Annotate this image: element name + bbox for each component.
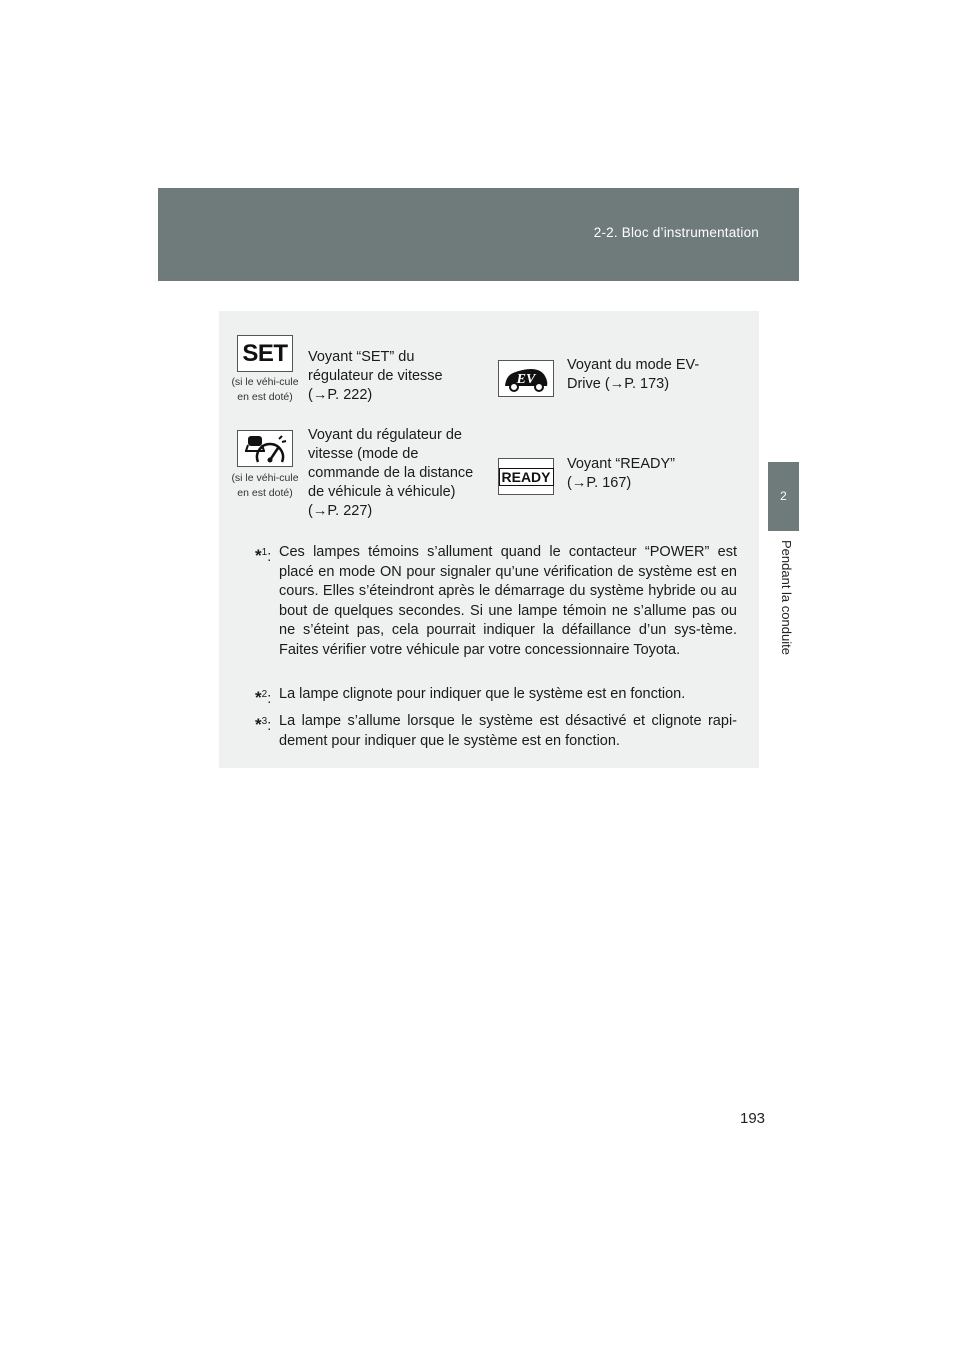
chapter-label: Pendant la conduite bbox=[779, 540, 794, 655]
ready-indicator-icon: READY bbox=[498, 458, 554, 495]
footnote-2: *$^2$: La lampe clignote pour indiquer que le système est en fonction. bbox=[255, 686, 686, 707]
set-indicator-note: (si le véhi-cule en est doté) bbox=[231, 376, 299, 403]
radar-cruise-description: Voyant du régulateur de vitesse (mode de commande de la distance de véhicule à véhicule) (→P. 227) bbox=[308, 427, 474, 519]
footnote-1: *$^1$: Ces lampes témoins s’allument quand le contacteur “POWER” est placé en mode ON pour signaler qu’une vérification de système est en cours. Elles s’éteindront après le démarrage du système hybride ou au bout de quelques secondes. Si une lampe témoin ne s’allume pas ou ne s’éteint pas, cela pourrait indiquer la défaillance d’un sys-tème. Faites vérifier votre véhicule par votre concessionnaire Toyota. bbox=[255, 544, 737, 658]
set-indicator-icon: SET bbox=[237, 335, 293, 372]
set-indicator-description: Voyant “SET” du régulateur de vitesse (→P. 222) bbox=[308, 349, 443, 403]
section-title: 2-2. Bloc d’instrumentation bbox=[593, 225, 759, 240]
ready-indicator-description: Voyant “READY” (→P. 167) bbox=[567, 456, 675, 491]
chapter-header bbox=[158, 188, 799, 281]
ev-mode-icon bbox=[498, 360, 554, 397]
footnote-3: *$^3$: La lampe s’allume lorsque le système est désactivé et clignote rapi-dement pour indiquer que le système est en fonction. bbox=[255, 713, 737, 749]
ev-mode-description: Voyant du mode EV-Drive (→P. 173) bbox=[567, 357, 700, 392]
radar-cruise-note: (si le véhi-cule en est doté) bbox=[231, 472, 299, 499]
chapter-tab: 2 bbox=[768, 462, 799, 531]
radar-cruise-icon bbox=[237, 430, 293, 467]
page-number: 193 bbox=[740, 1110, 766, 1127]
svg-text:EV: EV bbox=[516, 371, 536, 387]
indicator-panel bbox=[219, 311, 759, 768]
